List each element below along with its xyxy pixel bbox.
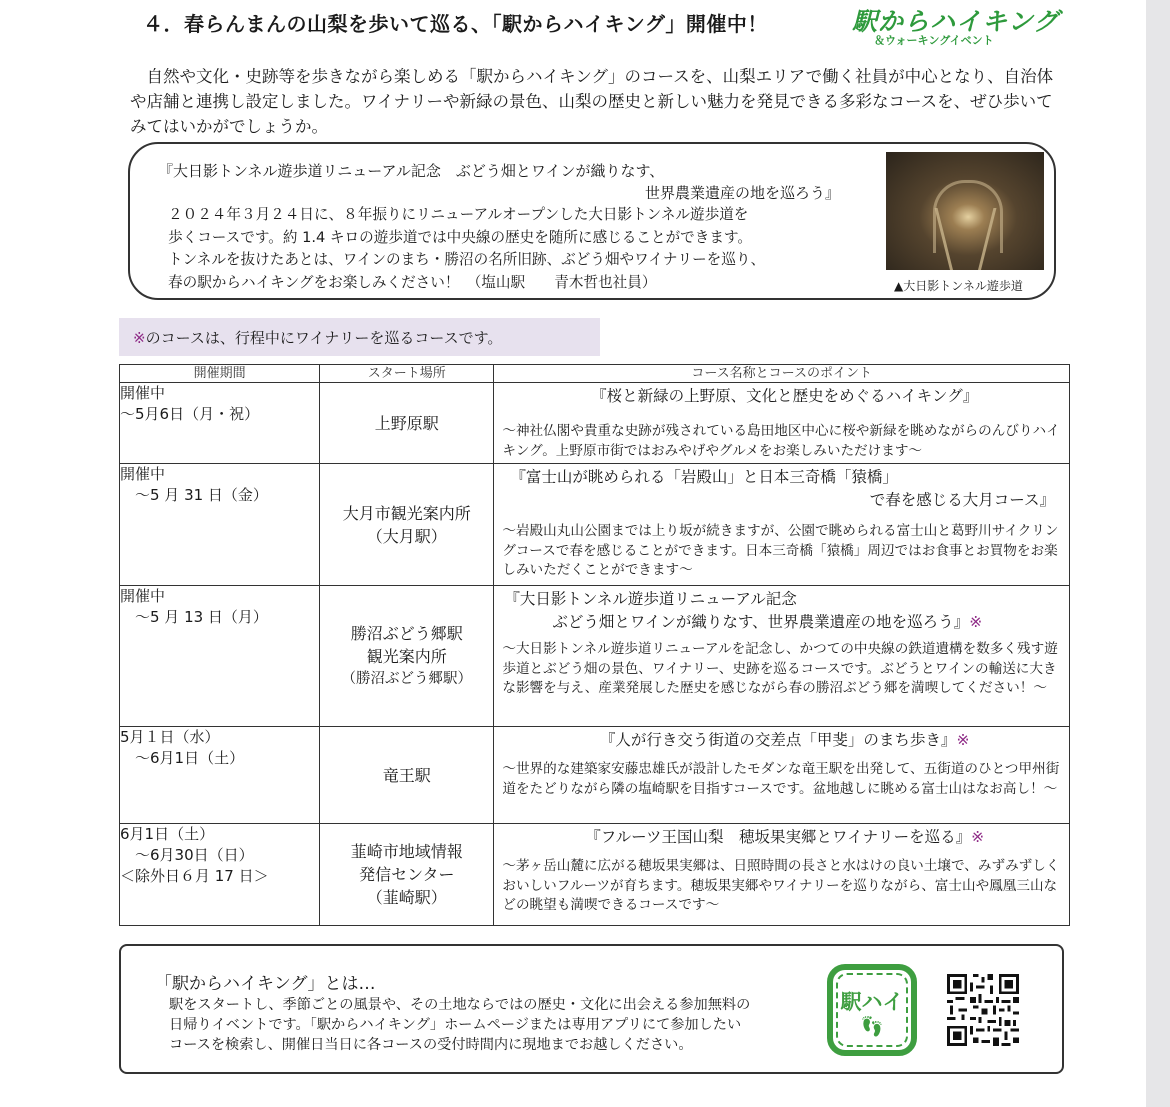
table-row <box>120 383 1070 464</box>
period-line: ～6月1日（土） <box>120 749 245 768</box>
course-point: ～茅ヶ岳山麓に広がる穂坂果実郷は、日照時間の長さと水はけの良い土壌で、みずみずしくおいしいフルーツが育ちます。穂坂果実郷やワイナリーを巡りながら、富士山や鳳凰三山などの眺望も満喫できるコースです～ <box>502 858 1060 914</box>
callout-title-line1: 『大日影トンネル遊歩道リニューアル記念 ぶどう畑とワインが織りなす、 <box>158 162 665 180</box>
start-line: （勝沼ぶどう郷駅） <box>341 670 473 687</box>
course-name-line: で春を感じる大月コース』 <box>869 491 1055 510</box>
table-row <box>120 586 1070 727</box>
course-cell <box>494 727 1070 824</box>
callout-body-line: トンネルを抜けたあとは、ワインのまち・勝沼の名所旧跡、ぶどう畑やワイナリーを巡り、 <box>168 251 766 268</box>
course-name-line: 『富士山が眺められる「岩殿山」と日本三奇橋「猿橋」 <box>510 468 898 487</box>
qr-code-icon[interactable] <box>947 974 1019 1046</box>
callout-body-line: 歩くコースです。約 1.4 キロの遊歩道では中央線の歴史を随所に感じることができます。 <box>168 228 752 246</box>
table-row <box>120 727 1070 824</box>
start-cell <box>320 383 494 464</box>
course-cell <box>494 586 1070 727</box>
photo-caption: ▲大日影トンネル遊歩道 <box>894 279 1023 293</box>
callout-body-line: ２０２４年３月２４日に、８年振りにリニューアルオープンした大日影トンネル遊歩道を <box>168 206 749 223</box>
winery-mark: ※ <box>133 329 146 347</box>
course-name <box>494 464 1069 512</box>
course-name-text: 『フルーツ王国山梨 穂坂果実郷とワイナリーを巡る』 <box>585 828 972 847</box>
header-start: スタート場所 <box>320 365 494 383</box>
start-line: 上野原駅 <box>374 413 439 433</box>
start-line: 発信センター <box>359 865 455 885</box>
start-cell <box>320 727 494 824</box>
badge-text: 駅ハイ <box>840 990 904 1014</box>
period-line: 5月１日（水） <box>120 728 220 747</box>
tunnel-photo <box>886 152 1044 270</box>
winery-note-text: のコースは、行程中にワイナリーを巡るコースです。 <box>145 329 503 347</box>
period-cell <box>120 586 320 727</box>
winery-note <box>119 318 600 356</box>
table-row <box>120 824 1070 926</box>
course-name-text: 『人が行き交う街道の交差点「甲斐」のまち歩き』 <box>599 731 957 750</box>
callout-body <box>168 204 868 294</box>
start-cell <box>320 586 494 727</box>
featured-course-callout <box>128 142 1056 300</box>
period-line: ～5月6日（月・祝） <box>120 405 260 423</box>
winery-mark: ※ <box>969 613 983 632</box>
intro-paragraph: 自然や文化・史跡等を歩きながら楽しめる「駅からハイキング」のコースを、山梨エリアで働く社員が中心となり、自治体や店舗と連携し設定しました。ワイナリーや新緑の景色、山梨の歴史と新しい魅力を発見できる多彩なコースを、ぜひ歩いてみてはいかがでしょうか。 <box>130 67 1054 136</box>
course-name-text: ぶどう畑とワインが織りなす、世界農業遺産の地を巡ろう』 <box>552 613 970 632</box>
start-line: 勝沼ぶどう郷駅 <box>350 623 463 643</box>
winery-mark: ※ <box>971 828 985 847</box>
course-name <box>494 586 1069 634</box>
period-cell <box>120 727 320 824</box>
about-title: 「駅からハイキング」とは… <box>155 974 376 994</box>
about-body-line: 日帰りイベントです。「駅からハイキング」ホームページまたは専用アプリにて参加したい <box>169 1017 742 1033</box>
course-cell <box>494 824 1070 926</box>
course-name-line <box>504 611 1065 634</box>
logo-sub-text: ＆ウォーキングイベント <box>874 34 994 47</box>
start-line: 観光案内所 <box>366 646 447 666</box>
course-name-line: 『桜と新緑の上野原、文化と歴史をめぐるハイキング』 <box>591 387 979 405</box>
logo-main-text: 駅からハイキング <box>852 7 1060 36</box>
period-cell <box>120 464 320 586</box>
course-point: ～神社仏閣や貴重な史跡が残されている島田地区中心に桜や新緑を眺めながらのんびりハイキング。上野原市街ではおみやげやグルメをお楽しみいただけます～ <box>502 423 1060 459</box>
start-cell <box>320 824 494 926</box>
winery-mark: ※ <box>956 731 970 750</box>
footprints-icon: 👣︎ <box>859 1014 885 1038</box>
callout-title-line2: 世界農業遺産の地を巡ろう』 <box>645 184 841 202</box>
course-point: ～世界的な建築家安藤忠雄氏が設計したモダンな竜王駅を出発して、五街道のひとつ甲州街道をたどりながら隣の塩崎駅を目指すコースです。盆地越しに眺める富士山はなお高し！～ <box>502 761 1060 797</box>
start-line: （韮崎駅） <box>366 888 447 908</box>
period-cell <box>120 383 320 464</box>
course-table <box>119 364 1070 926</box>
period-line: ～5 月 31 日（金） <box>120 486 268 505</box>
course-name <box>494 727 1069 752</box>
callout-body-line: 春の駅からハイキングをお楽しみください！ （塩山駅 青木哲也社員） <box>168 273 657 291</box>
course-cell <box>494 464 1070 586</box>
eki-hai-app-icon <box>827 964 917 1056</box>
course-cell <box>494 383 1070 464</box>
course-name <box>494 824 1069 849</box>
about-eki-hiking-box <box>119 944 1064 1074</box>
period-line: 開催中 <box>120 465 166 484</box>
period-line: 開催中 <box>120 384 166 402</box>
table-row <box>120 464 1070 586</box>
period-line: 開催中 <box>120 587 166 606</box>
start-line: （大月駅） <box>366 526 447 546</box>
start-line: 竜王駅 <box>382 765 431 785</box>
period-line: ～5 月 13 日（月） <box>120 608 268 627</box>
start-line: 韮崎市地域情報 <box>350 842 463 862</box>
header-period: 開催期間 <box>120 365 320 383</box>
course-name <box>494 383 1069 408</box>
about-body-line: 駅をスタートし、季節ごとの風景や、その土地ならではの歴史・文化に出会える参加無料の <box>169 997 751 1013</box>
page-edge <box>1146 0 1170 1107</box>
table-header-row <box>120 365 1070 383</box>
about-body <box>169 995 799 1055</box>
section-heading: ４．春らんまんの山梨を歩いて巡る、「駅からハイキング」開催中！ <box>143 12 768 36</box>
course-name-line: 『大日影トンネル遊歩道リニューアル記念 <box>504 590 797 609</box>
period-cell <box>120 824 320 926</box>
period-line: ＜除外日６月 17 日＞ <box>120 867 269 886</box>
period-line: ～6月30日（日） <box>120 846 254 865</box>
course-point: ～大日影トンネル遊歩道リニューアルを記念し、かつての中央線の鉄道遺構を数多く残す遊歩道とぶどう畑の景色、ワイナリー、史跡を巡るコースです。ぶどうとワインの輸送に大きな影響を与え、産業発展した歴史を感じながら春の勝沼ぶどう郷を満喫してください！～ <box>502 641 1058 697</box>
eki-hiking-logo <box>852 2 1060 50</box>
period-line: 6月1日（土） <box>120 825 215 844</box>
start-line: 大月市観光案内所 <box>342 503 471 523</box>
start-cell <box>320 464 494 586</box>
header-course: コース名称とコースのポイント <box>494 365 1070 383</box>
about-body-line: コースを検索し、開催日当日に各コースの受付時間内に現地までお越しください。 <box>169 1037 693 1053</box>
course-point: ～岩殿山丸山公園までは上り坂が続きますが、公園で眺められる富士山と葛野川サイクリングコースで春を感じることができます。日本三奇橋「猿橋」周辺ではお食事とお買物をお楽しみいただくことができます～ <box>502 523 1059 579</box>
